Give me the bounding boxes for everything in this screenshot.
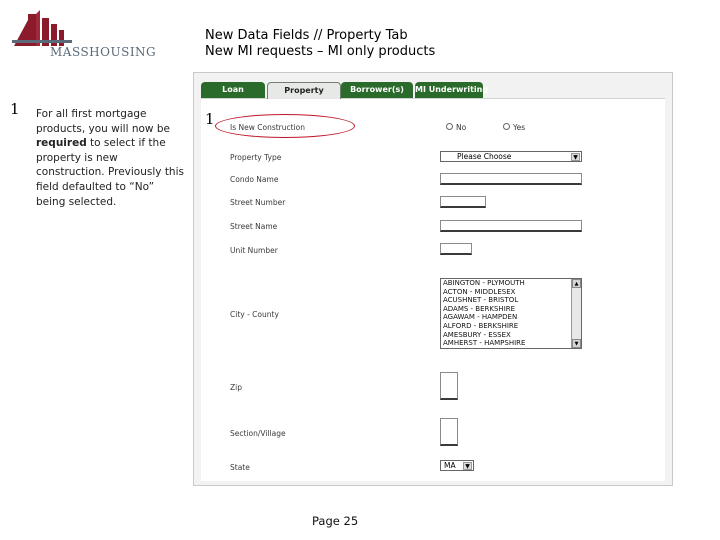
property-type-label: Property Type [230, 153, 282, 162]
list-item[interactable]: ACTON - MIDDLESEX [443, 287, 516, 296]
logo-text: MASSHOUSING [50, 45, 157, 59]
new-construction-no-label: No [456, 123, 467, 132]
street-number-input[interactable] [440, 196, 486, 208]
tab-mi-underwriting[interactable]: MI Underwriting [415, 82, 483, 98]
street-name-label: Street Name [230, 222, 278, 231]
tab-property[interactable]: Property [267, 82, 341, 99]
property-type-value: Please Choose [457, 152, 512, 161]
title-line-1: New Data Fields // Property Tab [205, 28, 408, 43]
list-item[interactable]: AGAWAM - HAMPDEN [443, 313, 518, 322]
slide-title [205, 28, 435, 60]
section-village-label: Section/Village [230, 429, 286, 438]
new-construction-yes-label: Yes [513, 123, 526, 132]
condo-name-label: Condo Name [230, 175, 279, 184]
chevron-down-icon[interactable]: ▼ [463, 462, 472, 470]
new-construction-no-radio[interactable] [446, 123, 453, 130]
property-type-select[interactable] [440, 151, 582, 162]
annotation-note [36, 107, 186, 209]
logo-mark-icon [12, 10, 72, 46]
tab-loan[interactable]: Loan [201, 82, 265, 98]
new-construction-yes-radio[interactable] [503, 123, 510, 130]
annotation-number-right: 1 [205, 110, 215, 128]
chevron-down-icon[interactable]: ▼ [572, 339, 581, 348]
annotation-number-left: 1 [10, 100, 20, 118]
city-county-scrollbar[interactable] [571, 279, 581, 348]
new-construction-label: Is New Construction [230, 123, 305, 132]
street-number-label: Street Number [230, 198, 286, 207]
list-item[interactable]: ADAMS - BERKSHIRE [443, 304, 516, 313]
note-bold-required: required [36, 137, 87, 150]
list-item[interactable]: ALFORD - BERKSHIRE [443, 321, 519, 330]
condo-name-input[interactable] [440, 173, 582, 185]
city-county-listbox[interactable] [440, 278, 582, 349]
zip-input[interactable] [440, 372, 458, 400]
chevron-down-icon[interactable]: ▼ [571, 153, 580, 161]
state-label: State [230, 463, 250, 472]
zip-label: Zip [230, 383, 242, 392]
note-text-2: to select if the property is new construction. Previously this field defaulted to “No” being selected. [36, 137, 184, 208]
street-name-input[interactable] [440, 220, 582, 232]
city-county-label: City - County [230, 310, 279, 319]
callout-ellipse [215, 114, 355, 138]
list-item[interactable]: AMESBURY - ESSEX [443, 330, 511, 339]
list-item[interactable]: ABINGTON - PLYMOUTH [443, 279, 525, 287]
chevron-up-icon[interactable]: ▲ [572, 279, 581, 288]
state-value: MA [444, 461, 456, 470]
section-village-input[interactable] [440, 418, 458, 446]
unit-number-label: Unit Number [230, 246, 278, 255]
note-text-1: For all first mortgage products, you will now be [36, 108, 170, 135]
list-item[interactable]: AMHERST - HAMPSHIRE [443, 339, 526, 348]
state-select[interactable] [440, 460, 474, 471]
unit-number-input[interactable] [440, 243, 472, 255]
tab-borrowers[interactable]: Borrower(s) [341, 82, 413, 98]
list-item[interactable]: ACUSHNET - BRISTOL [443, 296, 519, 305]
masshousing-logo [12, 10, 157, 59]
title-line-2: New MI requests – MI only products [205, 44, 436, 59]
page-number: Page 25 [312, 514, 359, 528]
